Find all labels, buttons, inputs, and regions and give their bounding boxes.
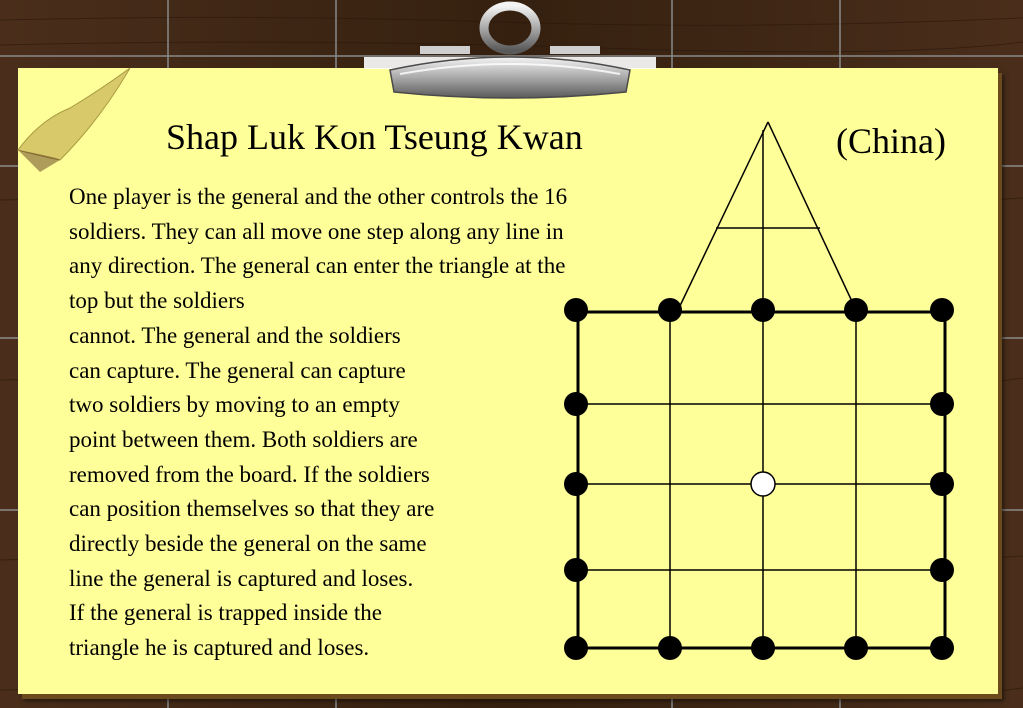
rules-line: can position themselves so that they are (69, 496, 435, 522)
rules-line: One player is the general and the other controls the 16 (69, 184, 568, 209)
game-title: Shap Luk Kon Tseung Kwan (166, 117, 583, 157)
rules-line: removed from the board. If the soldiers (69, 461, 430, 487)
binder-clip-icon (360, 0, 660, 110)
rules-line: two soldiers by moving to an empty (69, 392, 400, 418)
folded-corner-icon (0, 60, 140, 180)
rules-line: top but the soldiers (69, 288, 245, 314)
rules-line: can capture. The general can capture (69, 357, 406, 383)
country-label: (China) (836, 121, 946, 161)
rules-line: point between them. Both soldiers are (69, 426, 418, 452)
rules-line: any direction. The general can enter the triangle at the (69, 253, 566, 279)
rules-line: If the general is trapped inside the (69, 600, 382, 626)
rules-line: triangle he is captured and loses. (69, 635, 370, 661)
rules-line: line the general is captured and loses. (69, 565, 414, 591)
rules-line: soldiers. They can all move one step along any line in (69, 218, 564, 244)
rules-text (69, 180, 709, 666)
rules-line: cannot. The general and the soldiers (69, 322, 401, 348)
rules-line: directly beside the general on the same (69, 531, 427, 557)
